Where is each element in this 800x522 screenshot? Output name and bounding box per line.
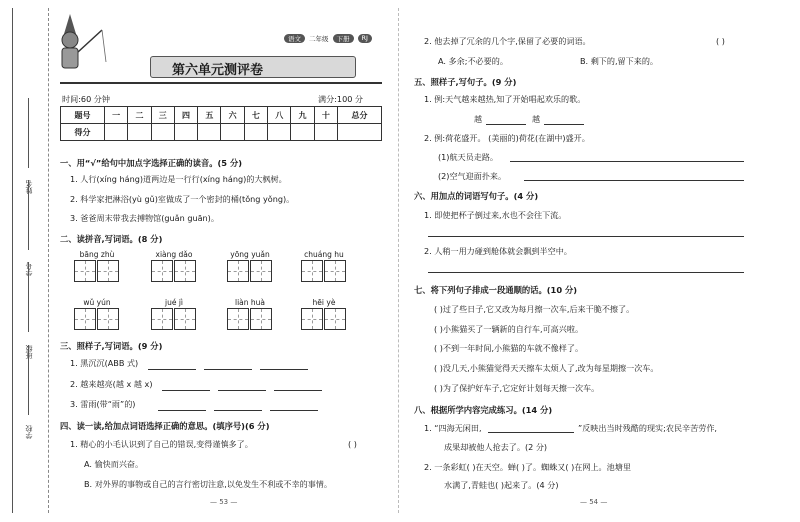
score-cell[interactable] [151, 124, 174, 141]
center-divider [398, 8, 399, 513]
binding-line-outer [12, 8, 13, 513]
section-4-title: 四、读一读,给加点词语选择正确的意思。(填序号)(6 分) [60, 421, 270, 431]
section-2-title: 二、读拼音,写词语。(8 分) [60, 234, 163, 244]
score-cell-header: 九 [291, 107, 314, 124]
s7-item-3[interactable]: ( )不到一年时间,小熊猫的车就不像样了。 [434, 343, 584, 353]
s1-item-2: 2. 科学家把淋浴(yù gǔ)室做成了一个密封的桶(tǒng yǒng)。 [70, 194, 295, 204]
writing-cell[interactable] [74, 260, 96, 282]
s6-item-1: 1. 即使把杯子倒过来,水也不会往下流。 [424, 210, 567, 220]
page-number-right: — 54 — [580, 498, 608, 506]
writing-cell[interactable] [227, 260, 249, 282]
s8-q2-line1: 2. 一条彩虹( )在天空。蝉( )了。蜘蛛又( )在网上。池塘里 [424, 462, 631, 472]
writing-cell[interactable] [174, 260, 196, 282]
tag-edition: RJ [358, 34, 372, 43]
side-label-id: 学号 [25, 262, 33, 276]
section-3-title: 三、照样子,写词语。(9 分) [60, 341, 163, 351]
s8-q1-part2: ”反映出当时残酷的现实;农民辛苦劳作, [578, 423, 717, 433]
section-8-title: 八、根据所学内容完成练习。(14 分) [414, 405, 553, 415]
pinyin-box-7 [227, 298, 273, 330]
s4-q1-answer[interactable]: ( ) [348, 439, 357, 449]
answer-line[interactable] [428, 272, 744, 273]
writing-cell[interactable] [324, 308, 346, 330]
pinyin-label: bāng zhù [79, 250, 115, 259]
pinyin-box-6 [151, 298, 197, 330]
tag-subject: 语文 [284, 34, 305, 43]
tag-volume: 下册 [333, 34, 354, 43]
section-6-title: 六、用加点的词语写句子。(4 分) [414, 191, 539, 201]
score-cell-header: 三 [151, 107, 174, 124]
pinyin-box-1 [74, 250, 120, 282]
s4-q1-option-b: B. 对外界的事物或自己的言行密切注意,以免发生不利或不幸的事情。 [84, 479, 332, 489]
pinyin-label: jué jì [164, 298, 183, 307]
answer-line[interactable] [544, 124, 584, 125]
s5-item-2: (2)空气迎面扑来。 [438, 171, 507, 181]
answer-line[interactable] [274, 390, 322, 391]
writing-cell[interactable] [97, 260, 119, 282]
score-table [60, 106, 382, 141]
score-cell[interactable] [198, 124, 221, 141]
side-write-line-3 [28, 262, 29, 332]
s5-word-1: 越 [474, 114, 483, 124]
score-cell[interactable] [337, 124, 381, 141]
binding-line-inner [48, 8, 49, 513]
answer-line[interactable] [204, 369, 252, 370]
score-cell[interactable] [128, 124, 151, 141]
writing-cell[interactable] [250, 308, 272, 330]
s5-example-2: 2. 例:荷花盛开。 (美丽的)荷花(在湖中)盛开。 [424, 133, 590, 143]
score-cell-header: 八 [268, 107, 291, 124]
s6-item-2: 2. 人稍一用力碰到舱体就会飘到半空中。 [424, 246, 572, 256]
writing-cell[interactable] [250, 260, 272, 282]
answer-line[interactable] [214, 410, 262, 411]
pinyin-box-4 [301, 250, 347, 282]
pinyin-label: liàn huà [234, 298, 265, 307]
score-cell-header: 四 [174, 107, 197, 124]
s8-q2-line2: 水满了,青蛙也( )起来了。(4 分) [444, 480, 559, 490]
score-cell[interactable] [174, 124, 197, 141]
side-write-line-2 [28, 180, 29, 250]
s4-q2-answer[interactable]: ( ) [716, 36, 725, 46]
s4-q2-option-a: A. 多余;不必要的。 [438, 56, 508, 66]
answer-line[interactable] [428, 236, 744, 237]
answer-line[interactable] [148, 369, 196, 370]
s7-item-5[interactable]: ( )为了保护好车子,它定好计划每天擦一次车。 [434, 383, 600, 393]
score-table-score-row [61, 124, 382, 141]
score-table-header-row [61, 107, 382, 124]
page-number-left: — 53 — [210, 498, 238, 506]
s3-item-1: 1. 黑沉沉(ABB 式) [70, 358, 139, 368]
answer-line[interactable] [218, 390, 266, 391]
tag-grade: 二年级 [309, 35, 329, 43]
answer-line[interactable] [524, 180, 744, 181]
answer-line[interactable] [270, 410, 318, 411]
s1-item-3: 3. 爸爸周末带我去搏物馆(guǎn guān)。 [70, 213, 219, 223]
section-5-title: 五、照样子,写句子。(9 分) [414, 77, 517, 87]
pinyin-label: wǔ yún [83, 298, 111, 307]
pinyin-label: chuáng hu [304, 250, 344, 259]
s8-q1-part3: 成果却被他人抢去了。(2 分) [444, 442, 548, 452]
s7-item-4[interactable]: ( )没几天,小熊猫觉得天天擦车太烦人了,改为每星期擦一次车。 [434, 363, 659, 373]
full-score: 满分:100 分 [318, 94, 364, 104]
s3-item-3: 3. 雷雨(带“雨”的) [70, 399, 136, 409]
s7-item-1[interactable]: ( )过了些日子,它又改为每月擦一次车,后来干脆不擦了。 [434, 304, 635, 314]
pinyin-box-3 [227, 250, 273, 282]
s1-item-1: 1. 人行(xíng háng)道两边是一行行(xíng háng)的大枫树。 [70, 174, 287, 184]
side-write-line-4 [28, 345, 29, 415]
answer-line[interactable] [488, 432, 574, 433]
writing-cell[interactable] [301, 308, 323, 330]
score-cell-header: 一 [105, 107, 128, 124]
header-rule [60, 82, 382, 84]
writing-cell[interactable] [174, 308, 196, 330]
s4-q1: 1. 精心的小毛认识到了自己的错误,变得谨慎多了。 [70, 439, 253, 449]
score-cell[interactable] [314, 124, 337, 141]
score-cell-header: 十 [314, 107, 337, 124]
writing-cell[interactable] [151, 308, 173, 330]
score-cell[interactable] [244, 124, 267, 141]
score-cell-header: 题号 [61, 107, 105, 124]
s4-q1-option-a: A. 愉快而兴奋。 [84, 459, 144, 469]
score-cell[interactable] [268, 124, 291, 141]
writing-cell[interactable] [301, 260, 323, 282]
score-cell-header: 七 [244, 107, 267, 124]
s5-word-2: 越 [532, 114, 541, 124]
writing-cell[interactable] [97, 308, 119, 330]
section-7-title: 七、将下列句子排成一段通顺的话。(10 分) [414, 285, 578, 295]
side-label-name: 姓名 [25, 180, 33, 194]
score-cell-header: 五 [198, 107, 221, 124]
answer-line[interactable] [486, 124, 526, 125]
section-1-title: 一、用“√”给句中加点字选择正确的读音。(5 分) [60, 158, 243, 168]
score-cell[interactable] [221, 124, 244, 141]
score-row-label: 得分 [61, 124, 105, 141]
writing-cell[interactable] [74, 308, 96, 330]
score-cell-header: 总分 [337, 107, 381, 124]
answer-line[interactable] [260, 369, 308, 370]
writing-cell[interactable] [151, 260, 173, 282]
answer-line[interactable] [158, 410, 206, 411]
page-title: 第六单元测评卷 [172, 63, 264, 78]
pinyin-label: hēi yè [312, 298, 336, 307]
score-cell-header: 六 [221, 107, 244, 124]
time-limit: 时间:60 分钟 [62, 94, 110, 104]
score-cell-header: 二 [128, 107, 151, 124]
score-cell[interactable] [105, 124, 128, 141]
header-tags [284, 34, 372, 43]
pinyin-label: yōng yuǎn [230, 250, 270, 259]
answer-line[interactable] [162, 390, 210, 391]
writing-cell[interactable] [324, 260, 346, 282]
pinyin-label: xiàng dǎo [155, 250, 193, 259]
pinyin-box-5 [74, 298, 120, 330]
mascot-illustration [52, 12, 110, 74]
side-label-school: 学校 [25, 425, 33, 439]
s3-item-2: 2. 越来越亮(越 x 越 x) [70, 379, 153, 389]
side-write-line-1 [28, 98, 29, 168]
s8-q1-part1: 1. “四海无闲田, [424, 423, 482, 433]
pinyin-box-8 [301, 298, 347, 330]
s4-q2-option-b: B. 剩下的,留下来的。 [580, 56, 659, 66]
s5-example-1: 1. 例:天气越来越热,知了开始唱起欢乐的歌。 [424, 94, 586, 104]
s5-item-1: (1)航天员走路。 [438, 152, 499, 162]
side-label-class: 班级 [25, 345, 33, 359]
score-cell[interactable] [291, 124, 314, 141]
s7-item-2[interactable]: ( )小熊猫买了一辆新的自行车,可高兴啦。 [434, 324, 584, 334]
writing-cell[interactable] [227, 308, 249, 330]
pinyin-box-2 [151, 250, 197, 282]
s4-q2: 2. 他去掉了冗余的几个字,保留了必要的词语。 [424, 36, 591, 46]
answer-line[interactable] [510, 161, 744, 162]
